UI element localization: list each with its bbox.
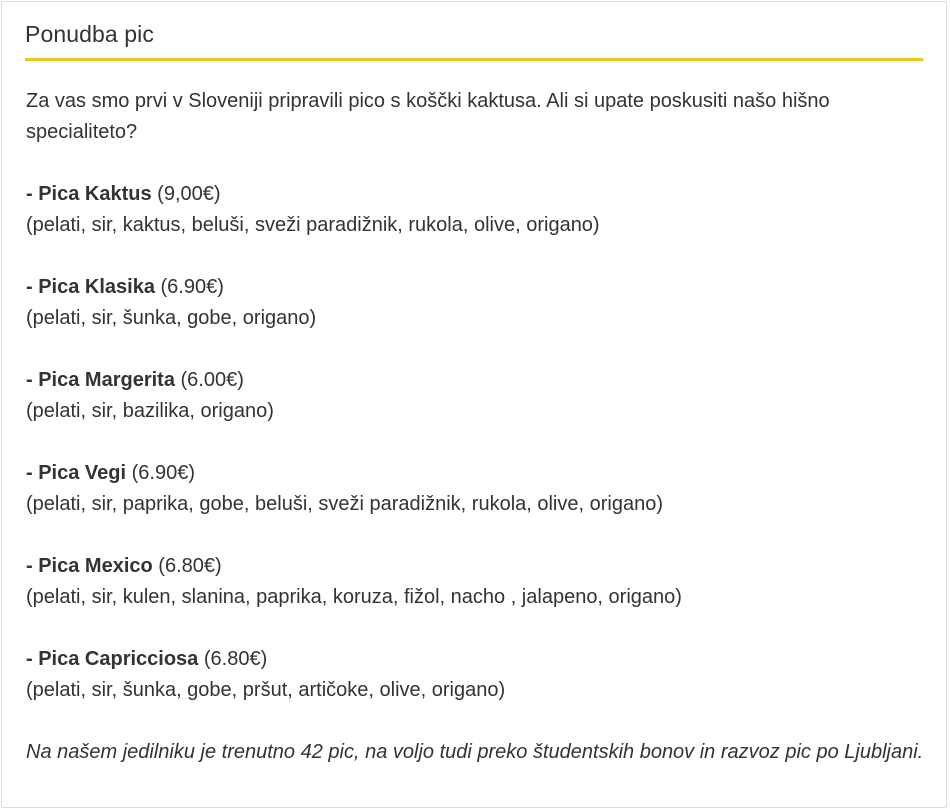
- pizza-price: (9,00€): [151, 183, 221, 205]
- pizza-item-capricciosa: [26, 644, 926, 706]
- title-underline: [25, 58, 923, 61]
- pizza-price: (6.90€): [154, 276, 224, 298]
- pizza-heading: [26, 272, 926, 303]
- pizza-name: - Pica Margerita: [26, 369, 175, 391]
- pizza-ingredients: (pelati, sir, šunka, gobe, pršut, artičoke, olive, origano): [26, 679, 506, 701]
- panel-content: [26, 86, 926, 768]
- pizza-name: - Pica Capricciosa: [26, 648, 199, 670]
- footer-note: Na našem jedilniku je trenutno 42 pic, na voljo tudi preko študentskih bonov in razvoz pic po Ljubljani.: [26, 741, 924, 763]
- pizza-item-vegi: [26, 458, 926, 520]
- intro-text: Za vas smo prvi v Sloveniji pripravili pico s koščki kaktusa. Ali si upate poskusiti našo hišno specialiteto?: [26, 90, 830, 143]
- pizza-name: - Pica Mexico: [26, 555, 153, 577]
- pizza-heading: [26, 551, 926, 582]
- pizza-heading: [26, 179, 926, 210]
- pizza-name: - Pica Kaktus: [26, 183, 152, 205]
- pizza-name: - Pica Klasika: [26, 276, 155, 298]
- pizza-ingredients: (pelati, sir, paprika, gobe, beluši, sveži paradižnik, rukola, olive, origano): [26, 493, 663, 515]
- pizza-price: (6.00€): [174, 369, 244, 391]
- pizza-ingredients: (pelati, sir, bazilika, origano): [26, 400, 274, 422]
- pizza-item-klasika: [26, 272, 926, 334]
- pizza-item-margerita: [26, 365, 926, 427]
- pizza-ingredients: (pelati, sir, kaktus, beluši, sveži paradižnik, rukola, olive, origano): [26, 214, 600, 236]
- pizza-ingredients: (pelati, sir, kulen, slanina, paprika, koruza, fižol, nacho , jalapeno, origano): [26, 586, 682, 608]
- panel-title: Ponudba pic: [25, 21, 154, 47]
- pizza-price: (6.80€): [152, 555, 222, 577]
- pizza-heading: [26, 644, 926, 675]
- pizza-offer-panel: [1, 1, 947, 808]
- pizza-price: (6.90€): [126, 462, 195, 484]
- pizza-item-mexico: [26, 551, 926, 613]
- pizza-item-kaktus: [26, 179, 926, 241]
- pizza-price: (6.80€): [198, 648, 268, 670]
- pizza-heading: [26, 365, 926, 396]
- pizza-heading: [26, 458, 926, 489]
- pizza-ingredients: (pelati, sir, šunka, gobe, origano): [26, 307, 317, 329]
- pizza-name: - Pica Vegi: [26, 462, 127, 484]
